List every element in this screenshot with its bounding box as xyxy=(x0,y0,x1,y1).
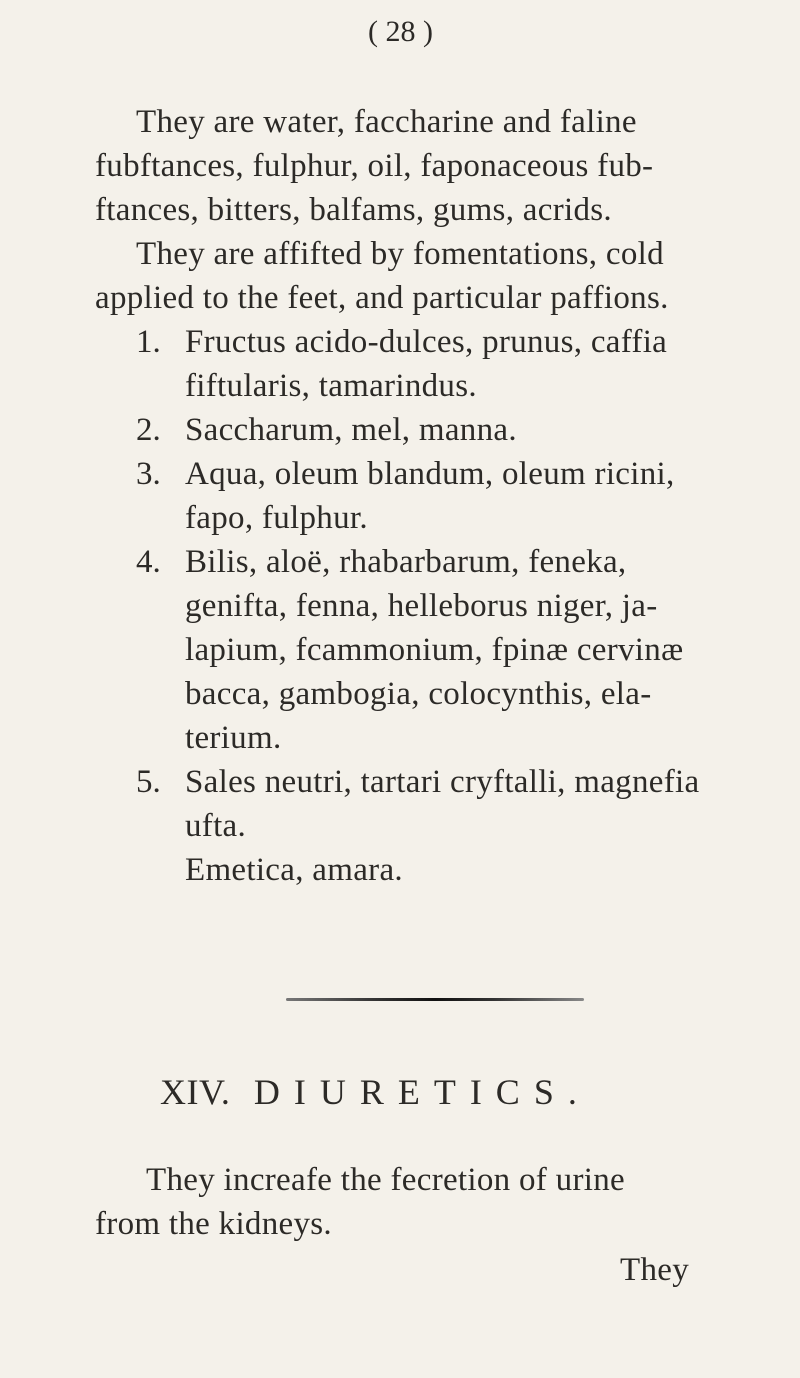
list-item-line: Saccharum, mel, manna. xyxy=(185,412,517,448)
text-line: They are water, faccharine and faline xyxy=(136,104,637,140)
text-line: applied to the feet, and particular paffions. xyxy=(95,280,669,316)
text-line: They increafe the fecretion of urine xyxy=(146,1162,625,1198)
list-item-number: 4. xyxy=(136,544,161,580)
section-heading xyxy=(160,1070,591,1114)
list-item-line: Bilis, aloë, rhabarbarum, feneka, xyxy=(185,544,627,580)
list-item-line: Fructus acido-dulces, prunus, caffia xyxy=(185,324,668,360)
list-item-line: ufta. xyxy=(185,808,247,844)
list-item-line: fiftularis, tamarindus. xyxy=(185,368,477,404)
text-line: Emetica, amara. xyxy=(185,852,403,888)
list-item-line: genifta, fenna, helleborus niger, ja- xyxy=(185,588,658,624)
list-item-line: Aqua, oleum blandum, oleum ricini, xyxy=(185,456,675,492)
list-item-line: Sales neutri, tartari cryftalli, magnefia xyxy=(185,764,700,800)
text-line: fubftances, fulphur, oil, faponaceous fub- xyxy=(95,148,654,184)
text-line: from the kidneys. xyxy=(95,1206,332,1242)
list-item-number: 3. xyxy=(136,456,161,492)
section-title: DIURETICS. xyxy=(253,1072,591,1112)
list-item-line: fapo, fulphur. xyxy=(185,500,368,536)
list-item-line: bacca, gambogia, colocynthis, ela- xyxy=(185,676,652,712)
section-numeral: XIV. xyxy=(160,1072,231,1112)
text-line: ftances, bitters, balfams, gums, acrids. xyxy=(95,192,612,228)
text-line: They are affifted by fomentations, cold xyxy=(136,236,664,272)
page-number: ( 28 ) xyxy=(368,15,433,48)
list-item-number: 2. xyxy=(136,412,161,448)
catchword: They xyxy=(620,1252,690,1288)
list-item-line: lapium, fcammonium, fpinæ cervinæ xyxy=(185,632,684,668)
section-rule xyxy=(286,998,584,1001)
list-item-line: terium. xyxy=(185,720,282,756)
list-item-number: 5. xyxy=(136,764,161,800)
list-item-number: 1. xyxy=(136,324,161,360)
